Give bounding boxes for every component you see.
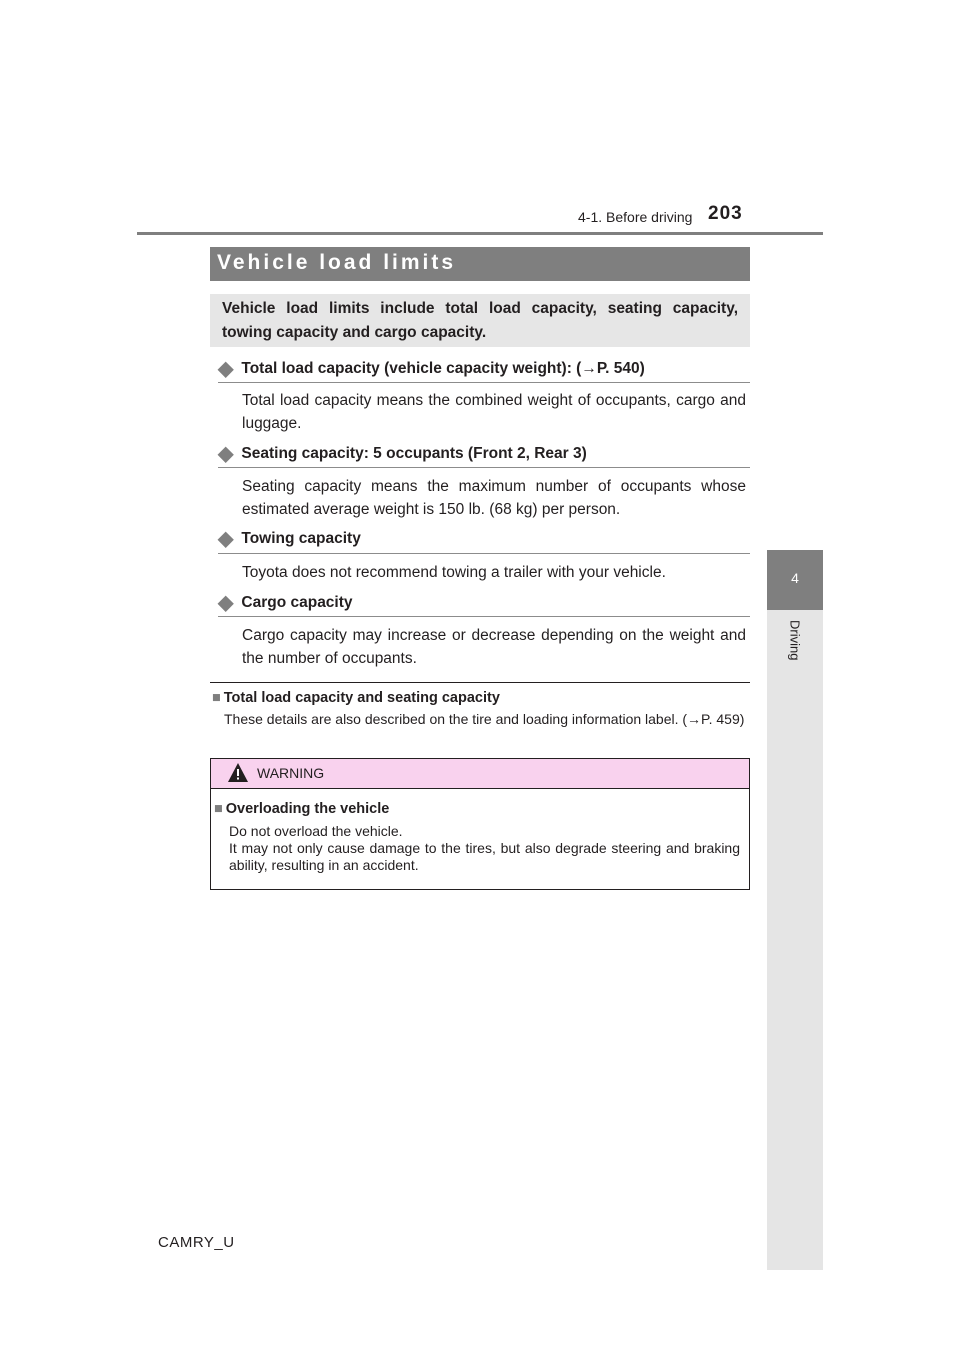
header-rule xyxy=(137,232,823,235)
warning-label: WARNING xyxy=(257,765,325,781)
note-body: These details are also described on the tire and loading information label. (→P. 459) xyxy=(224,711,745,727)
item-body-towing: Toyota does not recommend towing a trailer with your vehicle. xyxy=(242,564,666,581)
note-heading xyxy=(212,690,500,706)
chapter-number: 4 xyxy=(791,570,799,586)
item-body-total-load: Total load capacity means the combined weight of occupants, cargo and luggage. xyxy=(242,392,746,432)
diamond-icon: ◆ xyxy=(218,358,234,380)
warning-text xyxy=(229,823,740,874)
item-rule xyxy=(218,467,750,468)
item-heading-total-load xyxy=(218,359,645,379)
warning-heading xyxy=(214,801,389,817)
square-bullet-icon: ■ xyxy=(212,690,221,706)
item-heading-cargo xyxy=(218,593,353,613)
item-heading-text: Seating capacity: 5 occupants (Front 2, Rear 3) xyxy=(241,445,587,462)
item-rule xyxy=(218,616,750,617)
item-body-seating: Seating capacity means the maximum number of occupants whose estimated average weight is 150 lb. (68 kg) per person. xyxy=(242,478,746,518)
item-heading-text: Towing capacity xyxy=(241,530,361,547)
note-heading-text: Total load capacity and seating capacity xyxy=(223,690,500,706)
warning-line-1: Do not overload the vehicle. xyxy=(229,823,403,839)
warning-bar xyxy=(211,759,749,789)
page-number: 203 xyxy=(708,203,743,224)
diamond-icon: ◆ xyxy=(218,528,234,550)
intro-box xyxy=(210,294,750,347)
warning-box xyxy=(210,758,750,890)
item-heading-text: Total load capacity (vehicle capacity weight): (→P. 540) xyxy=(241,360,645,377)
section-title-bar xyxy=(210,247,750,281)
chapter-label: Driving xyxy=(787,620,803,661)
item-heading-towing xyxy=(218,529,361,549)
section-rule xyxy=(210,682,750,683)
warning-heading-text: Overloading the vehicle xyxy=(225,801,390,817)
item-heading-text: Cargo capacity xyxy=(241,594,353,611)
footer-model: CAMRY_U xyxy=(158,1234,235,1251)
square-bullet-icon: ■ xyxy=(214,801,223,817)
page-title: Vehicle load limits xyxy=(217,251,457,274)
intro-text: Vehicle load limits include total load capacity, seating capacity, towing capacity and cargo capacity. xyxy=(222,300,738,341)
section-reference: 4-1. Before driving xyxy=(578,209,693,225)
diamond-icon: ◆ xyxy=(218,443,234,465)
chapter-tab-strip xyxy=(767,610,823,1270)
item-rule xyxy=(218,382,750,383)
item-body-cargo: Cargo capacity may increase or decrease depending on the weight and the number of occupants. xyxy=(242,627,746,667)
diamond-icon: ◆ xyxy=(218,592,234,614)
warning-line-2: It may not only cause damage to the tires, but also degrade steering and braking ability, resulting in an accident. xyxy=(229,840,740,873)
item-heading-seating xyxy=(218,444,587,464)
item-rule xyxy=(218,553,750,554)
warning-triangle-icon xyxy=(227,762,249,783)
